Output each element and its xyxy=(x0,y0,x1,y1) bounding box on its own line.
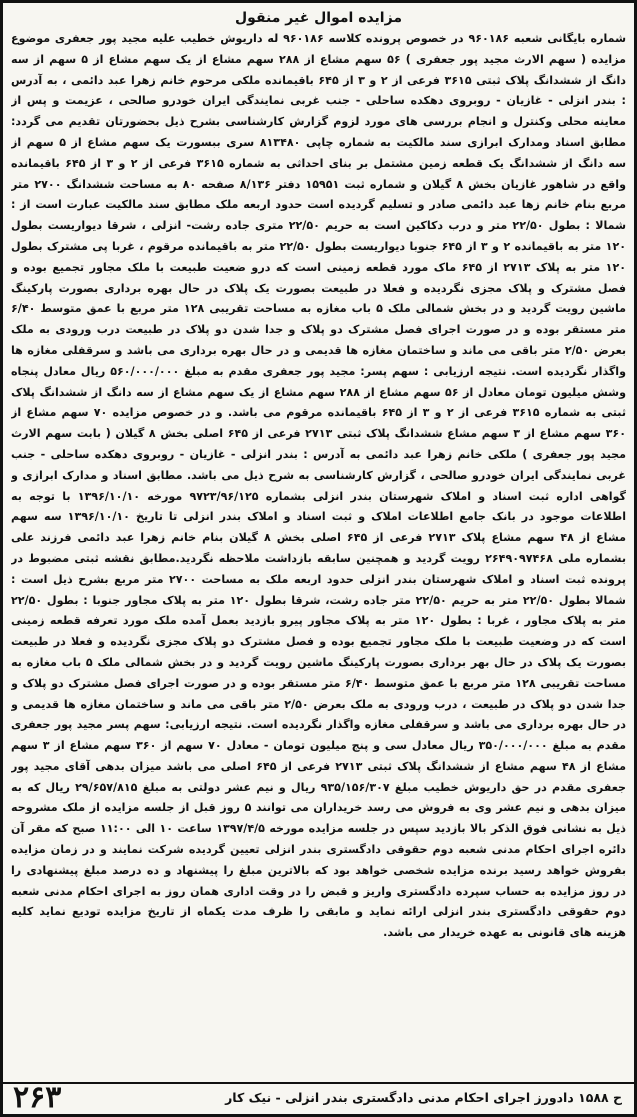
ad-code-number: ۲۶۳ xyxy=(13,1080,62,1115)
notice-footer xyxy=(3,1082,634,1114)
notice-title: مزایده اموال غیر منقول xyxy=(235,10,402,26)
footer-signature: ح ۱۵۸۸ دادورز اجرای احکام مدنی دادگستری بندر انزلی - نیک کار xyxy=(225,1090,622,1105)
title-row xyxy=(3,7,634,27)
notice-body: شماره بایگانی شعبه ۹۶۰۱۸۶ در خصوص پرونده کلاسه ۹۶۰۱۸۶ له داریوش خطیب علیه مجید پور جعفری موضوع مزایده ( سهم الارث مجید پور جعفری ) ۵۶ سهم مشاع از ۲۸۸ سهم مشاع از یک سهم مشاع از ۵ سهم از سه دانگ از ششدانگ پلاک ثبتی ۳۶۱۵ فرعی از ۲ و ۳ از ۶۴۵ باقیمانده ملکی مرحوم خانم زهرا عبد دائمی ، به آدرس : بندر انزلی - غازیان - روبروی دهکده ساحلی - جنب غربی نمایندگی ایران خودرو صالحی ، عزیمت و پس از معاینه محلی وکنترل و انجام بررسی های مورد لزوم گزارش کارشناسی بشرح ذیل بحضورتان تقدیم می گردد: مطابق اسناد ومدارک ابرازی سند مالکیت به شماره چاپی ۸۱۳۴۸۰ سری ببسورت یک سهم مشاع از ۵ سهم از سه دانگ از ششدانگ یک قطعه زمین مشتمل بر بنای احداثی به شماره ۳۶۱۵ فرعی از ۲ و ۳ از ۶۴۵ باقیمانده واقع در شاهور غازیان بخش ۸ گیلان و شماره ثبت ۱۵۹۵۱ دفتر ۸/۱۳۶ صفحه ۸۰ به مساحت ششدانگ ۲۷۰۰ متر مربع بنام خانم زها عبد دائمی صادر و تسلیم گردیده است حدود اربعه ملک مطابق سند مالکیت عبارت است از : شمالا : بطول ۲۲/۵۰ متر و درب دکاکین است به حریم ۲۲/۵۰ متری جاده رشت- انزلی ، شرقا دیواریست بطول ۱۲۰ متر به باقیمانده ۲ و ۳ از ۶۴۵ جنوبا دیواریست بطول ۲۲/۵۰ متر به باقیمانده مرقوم ، غربا پی مشترک بطول ۱۲۰ متر به پلاک ۲۷۱۳ از ۶۴۵ ماک مورد قطعه زمینی است که درو ضعیت طبیعت با ملک مجاور تجمیع بوده و فصل مشترک و پلاک مجزی نگردیده و فعلا در طبیعت بصورت یک پلاک در حال بهره برداری بصورت پارکینگ ماشین رویت گردید و در بخش شمالی ملک ۵ باب مغازه به مساحت تقریبی ۱۲۸ متر مربع با عمق متوسط ۶/۴۰ متر مستقر بوده و در صورت اجرای فصل مشترک دو پلاک و جدا شدن دو پلاک در طبیعت درب ورودی به ملک بعرض ۲/۵۰ متر باقی می ماند و ساختمان مغازه ها قدیمی و در حال بهره برداری می باشد و سرقفلی مغازه ها واگذار نگردیده است. نتیجه ارزیابی : سهم پسر: مجید پور جعفری مقدم به مبلغ ۵۶۰/۰۰۰/۰۰۰ ریال معادل پنجاه وشش میلیون تومان معادل از ۵۶ سهم مشاع از ۲۸۸ سهم مشاع از یک سهم مشاع از سه دانگ از ششدانگ پلاک ثبتی به شماره ۳۶۱۵ فرعی از ۲ و ۳ از ۶۴۵ باقیمانده مرقوم می باشد. و در خصوص مزایده ۷۰ سهم مشاع از ۳۶۰ سهم مشاع از ۳ سهم مشاع ششدانگ پلاک ثبتی ۲۷۱۳ فرعی از ۶۴۵ اصلی بخش ۸ گیلان ( بابت سهم الارث مجید پور جعفری ) ملکی خانم زهرا عبد دائمی به آدرس : بندر انزلی - غازیان - روبروی دهکده ساحلی - جنب غربی نمایندگی ایران خودرو صالحی ، گزارش کارشناسی به شرح ذیل می باشد. مطابق اسناد و مدارک ابرازی و گواهی اداره ثبت اسناد و املاک شهرستان بندر انزلی بشماره ۹۷۲۳/۹۶/۱۲۵ مورخه ۱۳۹۶/۱۰/۱۰ با توجه به اطلاعات موجود در بانک جامع اطلاعات املاک و ثبت اسناد و املاک بندر انزلی تا تاریخ ۱۳۹۶/۱۰/۱۰ سه سهم مشاع از ۴۸ سهم مشاع پلاک ۲۷۱۳ فرعی از ۶۴۵ اصلی بخش ۸ گیلان بنام خانم زهرا عبد دائمی فرزند علی بشماره ملی ۲۶۴۹۰۹۷۴۶۸ رویت گردید و همچنین سابقه بازداشت ملاحظه نگردید.مطابق نقشه ثبتی مضبوط در پرونده ثبت اسناد و املاک شهرستان بندر انزلی حدود اربعه ملک به مساحت ۲۷۰۰ متر مربع بشرح ذیل است : شمالا بطول ۲۲/۵۰ متر به حریم ۲۲/۵۰ متر جاده رشت، شرقا بطول ۱۲۰ متر به پلاک مجاور جنوبا : بطول ۲۲/۵۰ متر به پلاک مجاور ، غربا : بطول ۱۲۰ متر به پلاک مجاور پیرو بازدید بعمل آمده ملک مورد تعرفه قطعه زمینی است که در وضعیت طبیعت با ملک مجاور تجمیع بوده و فصل مشترک دو پلاک مجزی نگردیده و فعلا در طبیعت بصورت یک پلاک در حال بهر برداری بصورت پارکینگ ماشین رویت گردید و در بخش شمالی ملک ۵ باب مغازه به مساحت تقریبی ۱۲۸ متر مربع با عمق متوسط ۶/۴۰ متر مستقر بوده و در صورت اجرای فصل مشترک دو پلاک و جدا شدن دو پلاک در طبیعت ، درب ورودی به ملک بعرض ۲/۵۰ متر باقی می ماند و ساختمان مغازه ها قدیمی و در حال بهره برداری می باشد و سرقفلی مغازه واگذار نگردیده است. نتیجه ارزیابی: سهم پسر مجید پور جعفری مقدم به مبلغ ۳۵۰/۰۰۰/۰۰۰ ریال معادل سی و پنج میلیون تومان - معادل ۷۰ سهم از ۳۶۰ سهم مشاع از ۳ سهم مشاع از ۴۸ سهم مشاع از ششدانگ پلاک ثبتی ۲۷۱۳ فرعی از ۶۴۵ اصلی می باشد میزان بدهی آقای مجید پور جعفری مقدم در حق داریوش خطیب مبلغ ۹۳۵/۱۵۶/۳۰۷ ریال و نیم عشر دولتی به مبلغ ۲۹/۶۵۷/۸۱۵ ریال که به میزان بدهی و نیم عشر وی به فروش می رسد خریداران می توانند ۵ روز قبل از جلسه مزایده از ملک مشروحه ذیل به نشانی فوق الذکر بالا بازدید سپس در جلسه مزایده مورخه ۱۳۹۷/۴/۵ ساعت ۱۰ الی ۱۱:۰۰ صبح که مقر آن دائره اجرای احکام مدنی شعبه دوم حقوقی دادگستری بندر انزلی تعیین گردیده شرکت نمایند و در زمان مزایده بفروش خواهد رسید برنده مزایده شخصی خواهد بود که بالاترین مبلغ را پیشنهاد و ده درصد مبلغ پیشنهادی را در روز مزایده به حساب سپرده دادگستری واریز و قبض را در وقت اداری همان روز به اجرای احکام مدنی شعبه دوم حقوقی دادگستری بندر انزلی ارائه نماید و مابقی را ظرف مدت یکماه از تاریخ مزایده تودیع نماید کلیه هزینه های قانونی به عهده خریدار می باشد. xyxy=(11,32,626,940)
